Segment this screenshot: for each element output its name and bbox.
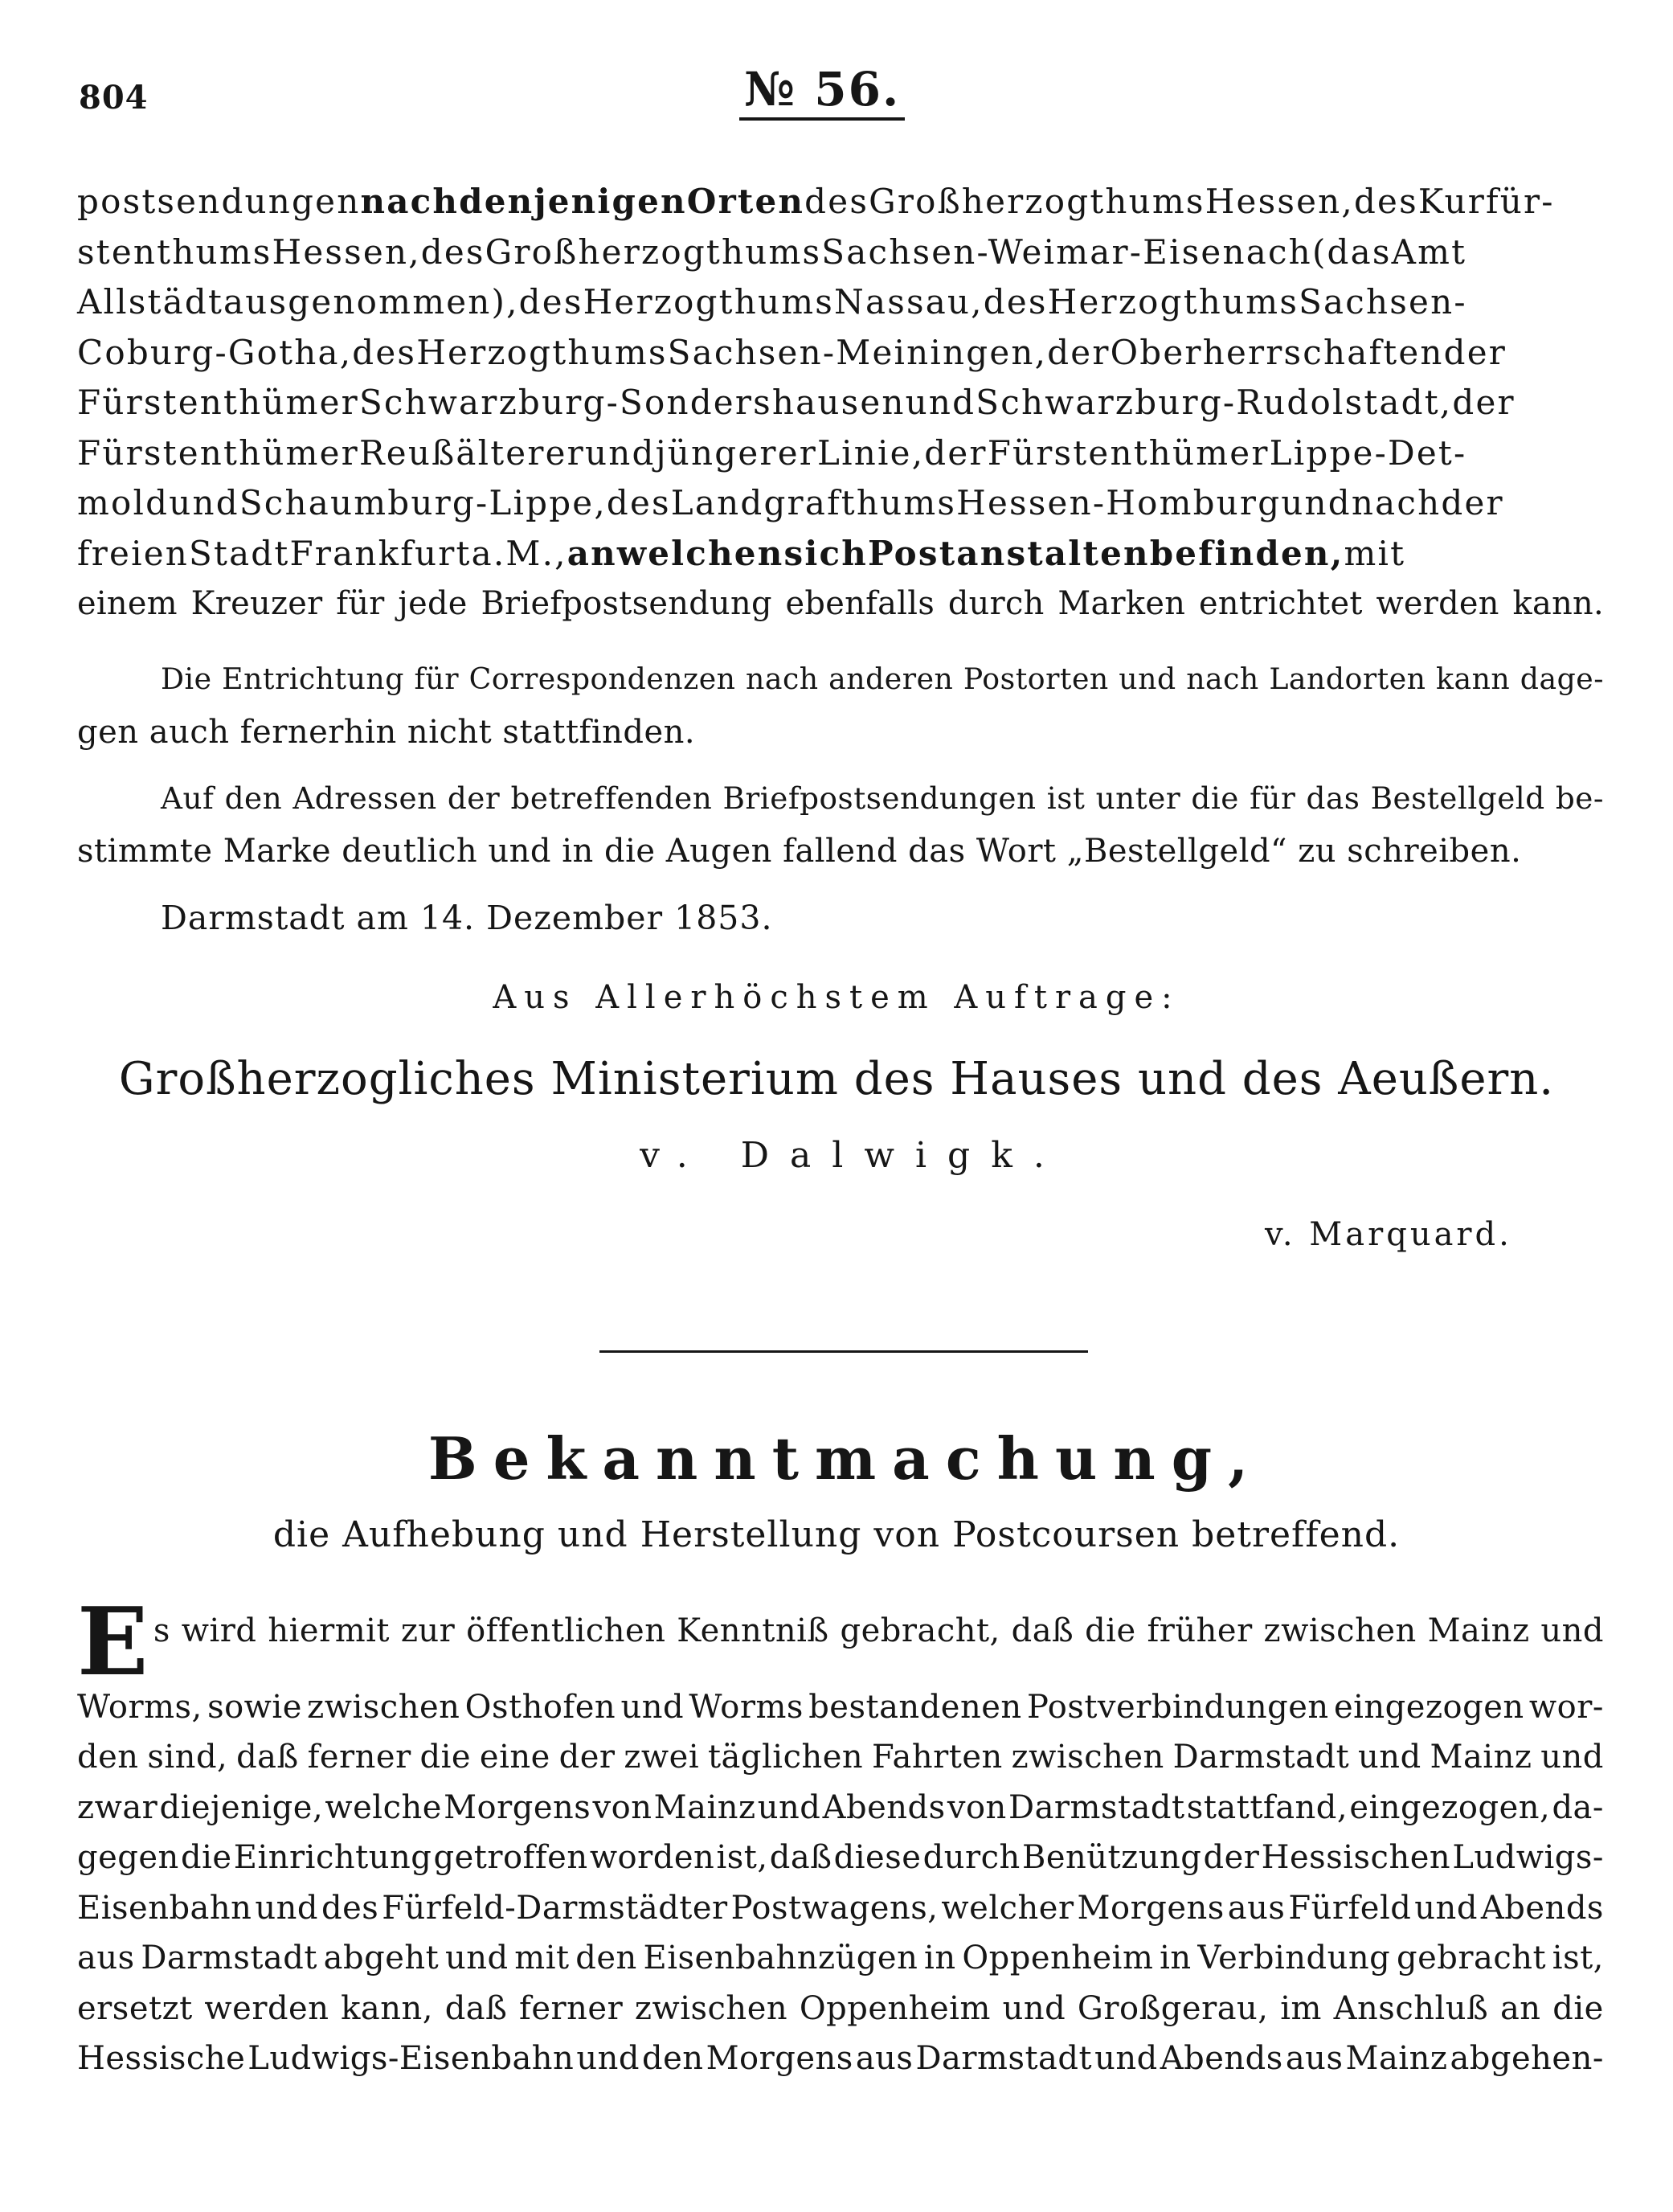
word: zwar: [77, 1788, 158, 1826]
word: Einrichtung: [233, 1839, 432, 1877]
word: sowie: [207, 1688, 302, 1726]
ministry-line: Großherzogliches Ministerium des Hauses und des Aeußern.: [118, 1053, 1555, 1105]
text-line: [77, 277, 1604, 328]
word: Kurfür-: [1417, 182, 1555, 221]
word: werden: [204, 1989, 329, 2027]
word: eingezogen,: [1349, 1788, 1551, 1826]
word: gebracht,: [840, 1612, 1000, 1649]
word: mold: [77, 483, 170, 522]
notice-heading: Bekanntmachung,: [427, 1424, 1265, 1493]
word: Großherzogthums: [869, 182, 1205, 221]
word: Darmstadt: [141, 1940, 317, 1977]
word: und: [905, 383, 976, 422]
text-line: [77, 378, 1604, 428]
word: daß: [444, 1989, 508, 2027]
word: getroffen: [433, 1839, 588, 1877]
emphasis-word: welchen: [616, 533, 784, 573]
word: Großgerau,: [1077, 1989, 1269, 2027]
word: Großherzogthums: [485, 231, 822, 272]
word: Kenntniß: [677, 1612, 829, 1649]
word: mit: [514, 1940, 570, 1977]
word: gegen: [77, 1839, 179, 1877]
word: zur: [400, 1612, 456, 1649]
word: in: [1160, 1940, 1192, 1977]
word: zwischen: [1263, 1612, 1417, 1649]
word: Mainz: [653, 1788, 756, 1826]
word: Herzogthums: [416, 332, 668, 372]
word: an: [1499, 1989, 1541, 2027]
word: diese: [833, 1839, 922, 1877]
word: der: [1203, 1839, 1260, 1877]
word: Linie,: [817, 432, 925, 473]
text-line: Auf den Adressen der betreffenden Briefpostsendungen ist unter die für das Bestellgeld be-: [161, 780, 1604, 816]
word: Eisenbahnzügen: [643, 1940, 918, 1977]
word: und: [1414, 1889, 1478, 1927]
word: Verbindung: [1197, 1940, 1391, 1977]
paragraph-addresses: [77, 772, 1604, 878]
word: des: [804, 182, 869, 221]
word: und: [757, 1788, 821, 1826]
word: stattfand,: [1186, 1788, 1348, 1826]
word: und: [1094, 2040, 1158, 2078]
word: früher: [1147, 1612, 1253, 1649]
word: Sachsen-Weimar-Eisenach: [821, 231, 1312, 272]
word: und: [584, 432, 656, 473]
text-line: [77, 2034, 1604, 2084]
word: ist,: [1552, 1940, 1604, 1977]
word: welcher: [941, 1889, 1074, 1927]
word: die: [419, 1739, 472, 1776]
word: Hessen-Homburg: [956, 483, 1282, 522]
text-line: [77, 1833, 1604, 1883]
text-line: [77, 227, 1604, 278]
word: Abends: [1160, 2040, 1283, 2078]
drop-cap: E: [77, 1587, 149, 1697]
word: im: [1280, 1989, 1322, 2027]
word: Oberherrschaften: [1110, 332, 1444, 372]
word: eingezogen: [1333, 1688, 1524, 1726]
word: Stadt: [189, 533, 290, 573]
word: Landgrafthums: [670, 483, 957, 522]
word: Hessen,: [1205, 182, 1354, 221]
word: Herzogthums: [1047, 282, 1299, 322]
word: des: [1353, 182, 1418, 221]
word: nach: [1351, 483, 1442, 522]
word: gebracht: [1396, 1940, 1547, 1977]
word: der: [1047, 332, 1111, 372]
word: ferner: [307, 1739, 411, 1776]
text-line: [77, 1984, 1604, 2034]
word: abgeht: [323, 1940, 440, 1977]
word: die: [181, 1839, 232, 1877]
word: die: [1085, 1612, 1136, 1649]
text-line: [77, 529, 1604, 580]
word: wor-: [1528, 1688, 1604, 1726]
word: zwischen: [634, 1989, 788, 2027]
word: aus: [855, 2040, 914, 2078]
text-line: [77, 1883, 1604, 1934]
word: Amt: [1391, 231, 1467, 272]
word: Abends: [1480, 1889, 1604, 1927]
word: Mainz: [1430, 1739, 1532, 1776]
word: aus: [1285, 2040, 1344, 2078]
word: Darmstadt: [1008, 1788, 1185, 1826]
word: des: [420, 231, 485, 272]
word: täglichen: [707, 1739, 864, 1776]
word: wird: [181, 1612, 257, 1649]
word: Worms: [689, 1688, 804, 1726]
word: M.,: [505, 533, 567, 573]
word: daß: [769, 1839, 832, 1877]
word: s: [153, 1612, 170, 1649]
word: und: [444, 1940, 509, 1977]
word: Oppenheim: [962, 1940, 1154, 1977]
date-line: Darmstadt am 14. Dezember 1853.: [161, 899, 773, 937]
word: abgehen-: [1450, 2040, 1604, 2078]
text-line: [77, 328, 1604, 379]
word: Reuß: [358, 432, 456, 473]
word: Fürfeld-Darmstädter: [382, 1889, 728, 1927]
word: Ludwigs-: [1452, 1839, 1604, 1877]
word: da-: [1552, 1788, 1604, 1826]
word: Worms,: [77, 1688, 202, 1726]
word: und: [1002, 1989, 1066, 2027]
word: und: [1281, 483, 1352, 522]
emphasis-word: nach: [360, 182, 460, 221]
emphasis-word: sich: [783, 533, 868, 573]
text-line: gen auch fernerhin nicht stattfinden.: [77, 714, 696, 751]
word: Schwarzburg-Sondershausen: [358, 383, 906, 422]
word: und: [1540, 1612, 1604, 1649]
word: Oppenheim: [799, 1989, 991, 2027]
word: der: [1443, 332, 1507, 372]
word: und: [255, 1889, 319, 1927]
text-line: [77, 428, 1604, 479]
word: Herzogthums: [583, 282, 834, 322]
issue-number: № 56.: [739, 66, 905, 121]
word: und: [169, 483, 239, 522]
word: des: [983, 282, 1048, 322]
word: und: [1540, 1739, 1604, 1776]
word: zwischen: [1011, 1739, 1164, 1776]
text-line: [77, 1732, 1604, 1783]
text-line: [77, 478, 1604, 529]
word: Morgens: [706, 2040, 853, 2078]
word: Fürstenthümer: [77, 432, 359, 473]
word: Osthofen: [464, 1688, 616, 1726]
word: Nassau,: [834, 282, 984, 322]
text-line: [77, 1933, 1604, 1984]
word: der: [1441, 483, 1504, 522]
signature: v. Dalwigk.: [640, 1135, 1066, 1176]
notice-body: [77, 1587, 1604, 2084]
word: Mainz: [1427, 1612, 1530, 1649]
word: Allstädt: [77, 282, 224, 322]
word: kann,: [341, 1989, 433, 2027]
word: ersetzt: [77, 1989, 193, 2027]
word: den: [642, 2040, 704, 2078]
text-run: [153, 1606, 1604, 1657]
word: die: [1552, 1989, 1604, 2027]
word: des: [518, 282, 583, 322]
section-divider: [599, 1350, 1088, 1353]
word: diejenige,: [159, 1788, 324, 1826]
word: ausgenommen),: [223, 282, 519, 322]
word: Schwarzburg-Rudolstadt,: [976, 383, 1453, 422]
word: in: [924, 1940, 956, 1977]
word: daß: [1011, 1612, 1074, 1649]
word: Sachsen-Meiningen,: [667, 332, 1048, 372]
word: durch: [922, 1839, 1021, 1877]
word: den: [77, 1739, 139, 1776]
word: Fahrten: [871, 1739, 1003, 1776]
text-line: [77, 1783, 1604, 1833]
word: von: [592, 1788, 652, 1826]
word: öffentlichen: [466, 1612, 666, 1649]
word: ferner: [519, 1989, 624, 2027]
text-line: einem Kreuzer für jede Briefpostsendung ebenfalls durch Marken entrichtet werden kann.: [77, 585, 1604, 622]
notice-subtitle: die Aufhebung und Herstellung von Postcoursen betreffend.: [272, 1514, 1401, 1555]
word: Hessische: [77, 2040, 246, 2078]
word: a.: [471, 533, 506, 573]
word: Mainz: [1345, 2040, 1448, 2078]
word: mit: [1344, 533, 1406, 573]
word: und: [576, 2040, 640, 2078]
word: aus: [77, 1940, 135, 1977]
word: bestandenen: [808, 1688, 1022, 1726]
word: Fürfeld: [1288, 1889, 1412, 1927]
text-line: [77, 1587, 1604, 1697]
word: Coburg-Gotha,: [77, 332, 353, 372]
emphasis-word: Orten: [686, 182, 805, 221]
emphasis-word: Postanstalten: [867, 533, 1150, 573]
word: von: [947, 1788, 1007, 1826]
text-line: [77, 177, 1604, 227]
word: der: [558, 1739, 616, 1776]
word: (das: [1311, 231, 1392, 272]
word: Fürstenthümer: [77, 383, 359, 422]
word: Darmstadt: [915, 2040, 1093, 2078]
word: postsendungen: [77, 182, 361, 221]
text-line: [77, 1682, 1604, 1733]
word: Hessischen: [1261, 1839, 1451, 1877]
word: Darmstadt: [1172, 1739, 1350, 1776]
word: eine: [479, 1739, 550, 1776]
word: welche: [325, 1788, 442, 1826]
word: hiermit: [268, 1612, 390, 1649]
word: aus: [1227, 1889, 1286, 1927]
word: Ludwigs-Eisenbahn: [247, 2040, 575, 2078]
word: Sachsen-: [1299, 282, 1467, 322]
emphasis-word: denjenigen: [459, 182, 687, 221]
word: Postwagens,: [730, 1889, 939, 1927]
word: des: [352, 332, 417, 372]
emphasis-word: befinden,: [1149, 533, 1344, 573]
word: Benützung: [1021, 1839, 1202, 1877]
word: und: [620, 1688, 685, 1726]
word: den: [575, 1940, 637, 1977]
countersignature: v. Marquard.: [1265, 1216, 1512, 1253]
word: Abends: [822, 1788, 946, 1826]
word: stenthums: [77, 231, 272, 272]
word: Postverbindungen: [1026, 1688, 1329, 1726]
word: jüngerer: [655, 432, 818, 473]
authority-line: Aus Allerhöchstem Auftrage:: [493, 979, 1180, 1016]
word: des: [321, 1889, 379, 1927]
word: daß: [236, 1739, 299, 1776]
word: Morgens: [444, 1788, 591, 1826]
word: Fürstenthümer: [987, 432, 1270, 473]
word: ist,: [716, 1839, 768, 1877]
word: Morgens: [1077, 1889, 1225, 1927]
word: der: [924, 432, 988, 473]
word: sind,: [147, 1739, 228, 1776]
word: worden: [589, 1839, 715, 1877]
text-line: stimmte Marke deutlich und in die Augen fallend das Wort „Bestellgeld“ zu schreiben.: [77, 833, 1522, 870]
word: zwischen: [307, 1688, 460, 1726]
page-number: 804: [79, 79, 149, 117]
word: Eisenbahn: [77, 1889, 252, 1927]
word: des: [606, 483, 671, 522]
word: und: [1358, 1739, 1421, 1776]
continuation-paragraph: [77, 177, 1604, 629]
word: der: [1452, 383, 1516, 422]
emphasis-word: an: [567, 533, 617, 573]
word: Lippe-Det-: [1269, 432, 1467, 473]
word: Anschluß: [1333, 1989, 1489, 2027]
word: älterer: [456, 432, 585, 473]
text-line: Die Entrichtung für Correspondenzen nach anderen Postorten und nach Landorten kann dage-: [161, 662, 1604, 696]
word: Frankfurt: [289, 533, 472, 573]
word: Hessen,: [272, 231, 421, 272]
word: Schaumburg-Lippe,: [239, 483, 607, 522]
word: freien: [77, 533, 190, 573]
paragraph-correspondence: [77, 653, 1604, 759]
word: zwei: [624, 1739, 700, 1776]
